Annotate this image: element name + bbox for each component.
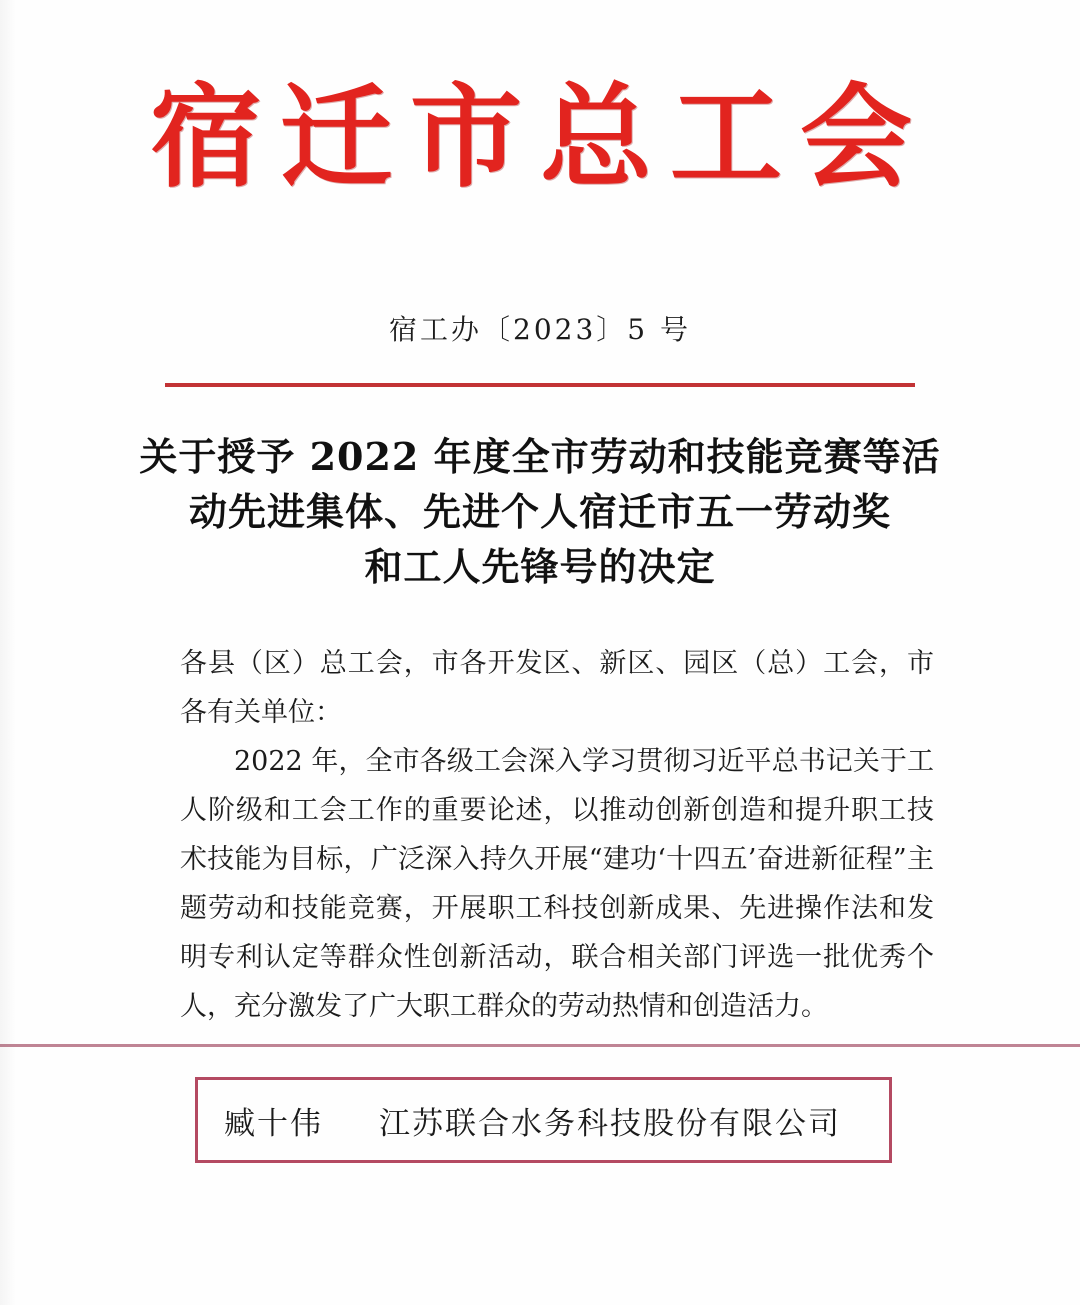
document-number: 宿工办〔2023〕5 号 xyxy=(389,313,691,346)
awardee-name: 臧十伟 xyxy=(224,1105,323,1142)
awardee-highlight-box xyxy=(195,1077,892,1163)
document-body xyxy=(180,639,934,1031)
body-paragraph: 2022 年，全市各级工会深入学习贯彻习近平总书记关于工人阶级和工会工作的重要论述，以推动创新创造和提升职工技术技能为目标，广泛深入持久开展“建功‘十四五’奋进新征程”主题劳动和技能竞赛，开展职工科技创新成果、先进操作法和发明专利认定等群众性创新活动，联合相关部门评选一批优秀个人，充分激发了广大职工群众的劳动热情和创造活力。 xyxy=(180,746,934,1022)
document-title-line-1: 关于授予 2022 年度全市劳动和技能竞赛等活 xyxy=(139,434,941,479)
salutation-line: 各县（区）总工会，市各开发区、新区、园区（总）工会，市各有关单位： xyxy=(180,648,934,728)
pink-separator-line xyxy=(0,1044,1080,1047)
awardee-company: 江苏联合水务科技股份有限公司 xyxy=(379,1105,841,1142)
document-title-line-3: 和工人先锋号的决定 xyxy=(364,544,716,589)
organization-header-title: 宿迁市总工会 xyxy=(150,72,930,203)
red-divider-line xyxy=(165,383,915,387)
document-title-line-2: 动先进集体、先进个人宿迁市五一劳动奖 xyxy=(188,489,891,534)
document-title xyxy=(0,429,1080,594)
